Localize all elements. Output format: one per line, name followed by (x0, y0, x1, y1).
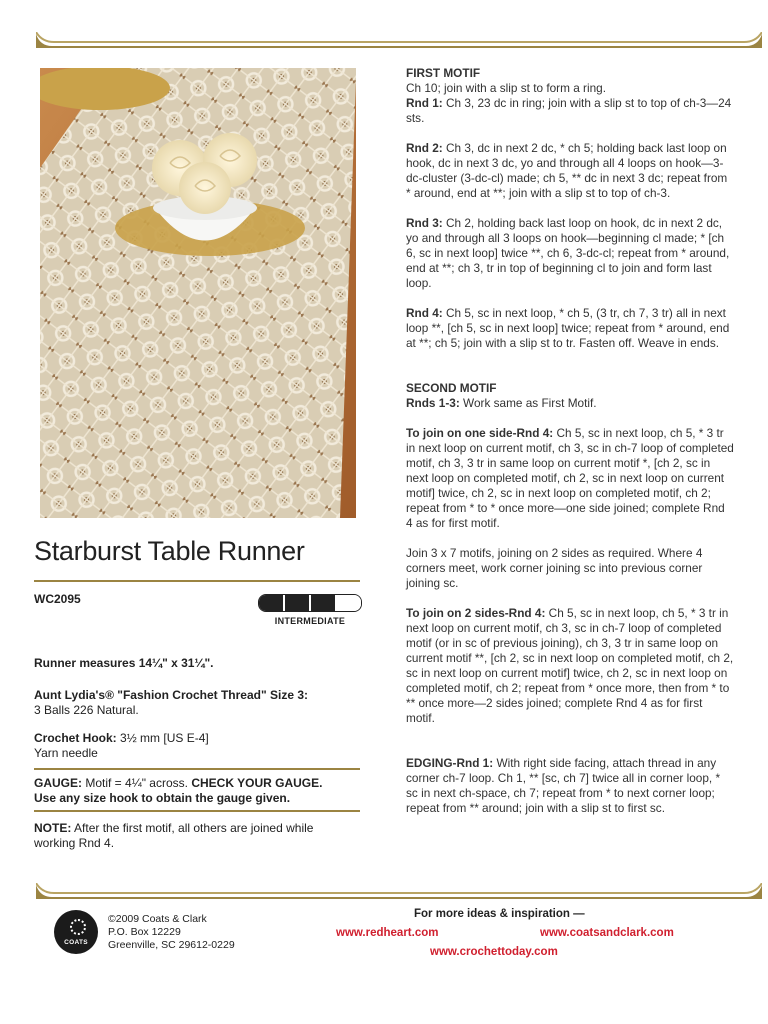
first-motif-heading: FIRST MOTIF (406, 66, 481, 80)
yarn-needle: Yarn needle (34, 746, 98, 760)
skill-level-bar (258, 594, 362, 612)
gauge-label: GAUGE: (34, 776, 82, 790)
join-one-side: To join on one side-Rnd 4: Ch 5, sc in next loop, ch 5, * 3 tr in next loop on current motif, ch 3, sc in ch-7 loop of completed motif, ch 3, 3 tr in same loop on current motif *, [ch 2, sc in next loop on completed motif, ch 2, sc in next loop on current motif] twice, ch 2, sc in next loop on completed motif, ch 2; repeat from * to * once more—one side joined; complete Rnd 4 as for first motif. (406, 426, 734, 530)
join-two-sides: To join on 2 sides-Rnd 4: Ch 5, sc in next loop, ch 5, * 3 tr in next loop on current motif, ch 3, sc in ch-7 loop of completed motif (or in sc of previous joining), ch 3, 3 tr in same loop on current motif **, [ch 2, sc in next loop on completed motif, ch 2, sc in next loop on current motif] twice, ch 2, sc in next loop on completed motif, ch 2; repeat from * once more, then from * to ** once more—2 sides joined; complete Rnd 4 as for first motif. (406, 606, 734, 725)
skill-level-label: INTERMEDIATE (274, 616, 346, 626)
gauge-check: CHECK YOUR GAUGE. (191, 776, 323, 790)
company-address: ©2009 Coats & Clark P.O. Box 12229 Greenville, SC 29612-0229 (108, 913, 235, 951)
top-gold-band (36, 32, 762, 48)
skill-level-indicator (258, 594, 362, 626)
gauge-line-2: Use any size hook to obtain the gauge given. (34, 791, 291, 805)
table-runner-photo (40, 68, 356, 518)
second-motif-heading: SECOND MOTIF (406, 381, 497, 395)
instructions-column (406, 66, 734, 816)
first-motif-intro: Ch 10; join with a slip st to form a ring. (406, 81, 606, 95)
note-text: After the first motif, all others are joined while working Rnd 4. (34, 821, 314, 850)
rnd1: Rnd 1: Ch 3, 23 dc in ring; join with a slip st to top of ch-3—24 sts. (406, 96, 732, 125)
hook-line (34, 731, 360, 746)
title-rule (34, 580, 360, 582)
coats-logo: COATS (54, 910, 98, 954)
runner-measures: Runner measures 14¼" x 31¼". (34, 656, 214, 670)
thread-heading: Aunt Lydia's® "Fashion Crochet Thread" Size 3: (34, 688, 309, 702)
rnd2: Rnd 2: Ch 3, dc in next 2 dc, * ch 5; holding back last loop on hook, dc in next 3 dc, yo and through all 4 loops on hook—3-dc-cluster (3-dc-cl) made; ch 5, ** dc in next 3 dc; repeat from * around, end at **; join with a slip st to top of ch-3. (406, 141, 728, 200)
rnd3: Rnd 3: Ch 2, holding back last loop on hook, dc in next 2 dc, yo and through all 3 loops on hook—beginning cl made; * [ch 6, sc in next loop] twice **, ch 6, 3-dc-cl; repeat from * around, end at **; ch 3, tr in top of beginning cl to join and form last loop. (406, 216, 730, 290)
rnd4: Rnd 4: Ch 5, sc in next loop, * ch 5, (3 tr, ch 7, 3 tr) all in next loop **, [ch 5, sc in next loop] twice; repeat from * around, end at **; ch 5; join with a slip st to tr. Fasten off. Weave in ends. (406, 306, 730, 350)
note-label: NOTE: (34, 821, 72, 835)
join-note: Join 3 x 7 motifs, joining on 2 sides as required. Where 4 corners meet, work corner joining sc into previous corner joining sc. (406, 546, 703, 590)
rnds-1-3: Rnds 1-3: Work same as First Motif. (406, 396, 597, 410)
gauge-line (34, 776, 360, 791)
gauge-rule-top (34, 768, 360, 770)
link-coatsandclark[interactable]: www.coatsandclark.com (540, 927, 674, 939)
pattern-title: Starburst Table Runner (34, 536, 305, 566)
bottom-gold-band (36, 883, 762, 899)
thread-detail: 3 Balls 226 Natural. (34, 703, 139, 717)
hook-value: 3½ mm [US E-4] (120, 731, 209, 745)
edging: EDGING-Rnd 1: With right side facing, attach thread in any corner ch-7 loop. Ch 1, ** [sc, ch 7] twice all in corner loop, * sc in next ch-space, ch 7; repeat from * to next corner loop; repeat from ** around; join with a slip st to first sc. (406, 756, 721, 815)
link-redheart[interactable]: www.redheart.com (336, 927, 439, 939)
gauge-rule-bottom (34, 810, 360, 812)
hook-label: Crochet Hook: (34, 731, 117, 745)
pattern-code: WC2095 (34, 592, 81, 606)
logo-ring-icon (70, 919, 86, 935)
gauge-text: Motif = 4¼" across. (85, 776, 188, 790)
link-crochettoday[interactable]: www.crochettoday.com (430, 946, 558, 958)
note (34, 821, 334, 851)
